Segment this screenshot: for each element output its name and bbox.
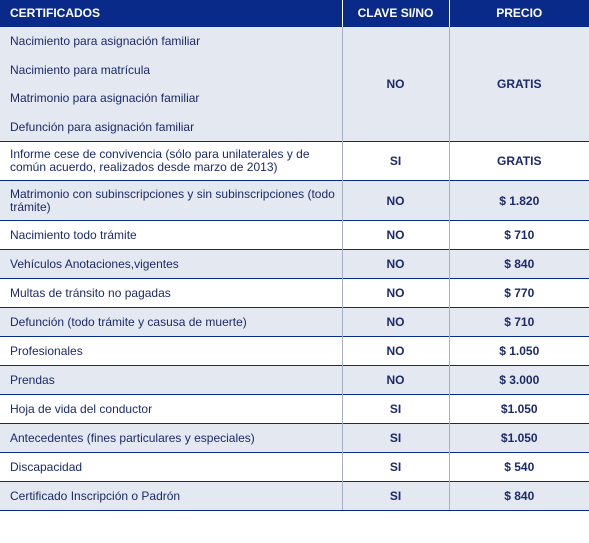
clave-value: SI	[342, 453, 449, 482]
certificate-name: Defunción (todo trámite y casusa de muerte)	[0, 308, 342, 337]
clave-value: SI	[342, 142, 449, 181]
precio-value: $ 710	[449, 308, 589, 337]
clave-value: NO	[342, 337, 449, 366]
precio-value: $1.050	[449, 395, 589, 424]
table-row	[0, 181, 589, 221]
clave-value: NO	[342, 279, 449, 308]
table-row	[0, 453, 589, 482]
certificate-name: Antecedentes (fines particulares y especiales)	[0, 424, 342, 453]
certificate-name: Multas de tránsito no pagadas	[0, 279, 342, 308]
certificate-name-group	[0, 27, 342, 142]
certificate-name: Matrimonio con subinscripciones y sin subinscripciones (todo trámite)	[0, 181, 342, 221]
certificate-name: Defunción para asignación familiar	[10, 119, 195, 134]
certificate-name: Nacimiento para asignación familiar	[10, 34, 201, 48]
precio-value: $ 770	[449, 279, 589, 308]
clave-value: NO	[342, 27, 449, 142]
header-precio: PRECIO	[449, 0, 589, 27]
table-row	[0, 366, 589, 395]
table-row	[0, 250, 589, 279]
precio-value: GRATIS	[449, 27, 589, 142]
precio-value: $ 840	[449, 250, 589, 279]
table-row	[0, 337, 589, 366]
table-row-group	[0, 27, 589, 142]
precio-value: $ 540	[449, 453, 589, 482]
precio-value: $1.050	[449, 424, 589, 453]
table-row	[0, 142, 589, 181]
certificate-name: Matrimonio para asignación familiar	[10, 91, 200, 105]
precio-value: $ 840	[449, 482, 589, 511]
precio-value: $ 710	[449, 221, 589, 250]
certificate-name: Certificado Inscripción o Padrón	[0, 482, 342, 511]
certificate-name: Nacimiento para matrícula	[10, 62, 151, 77]
header-certificados: CERTIFICADOS	[0, 0, 342, 27]
clave-value: NO	[342, 181, 449, 221]
clave-value: NO	[342, 308, 449, 337]
table-row	[0, 221, 589, 250]
certificate-name: Informe cese de convivencia (sólo para unilaterales y de común acuerdo, realizados desde marzo de 2013)	[0, 142, 342, 181]
precio-value: $ 1.820	[449, 181, 589, 221]
certificate-name: Hoja de vida del conductor	[0, 395, 342, 424]
clave-value: SI	[342, 424, 449, 453]
clave-value: NO	[342, 221, 449, 250]
table-row	[0, 279, 589, 308]
certificate-name: Nacimiento todo trámite	[0, 221, 342, 250]
table-row	[0, 395, 589, 424]
certificate-name: Discapacidad	[0, 453, 342, 482]
table-row	[0, 424, 589, 453]
clave-value: SI	[342, 482, 449, 511]
certificate-name: Prendas	[0, 366, 342, 395]
header-clave: CLAVE SI/NO	[342, 0, 449, 27]
table-row	[0, 308, 589, 337]
table-header-row	[0, 0, 589, 27]
precio-value: GRATIS	[449, 142, 589, 181]
clave-value: NO	[342, 250, 449, 279]
certificate-name: Vehículos Anotaciones,vigentes	[0, 250, 342, 279]
clave-value: SI	[342, 395, 449, 424]
precio-value: $ 3.000	[449, 366, 589, 395]
table-row	[0, 482, 589, 511]
precio-value: $ 1.050	[449, 337, 589, 366]
certificate-name: Profesionales	[0, 337, 342, 366]
clave-value: NO	[342, 366, 449, 395]
